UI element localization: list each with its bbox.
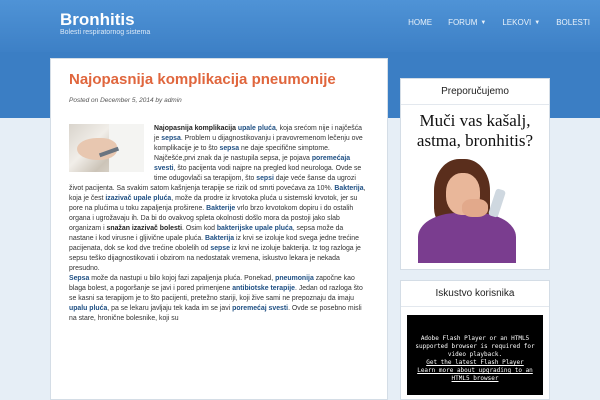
keyword-link[interactable]: snažan izazivač bolesti bbox=[106, 225, 182, 232]
site-title[interactable]: Bronhitis bbox=[60, 10, 135, 29]
nav-item-lekovi[interactable] bbox=[502, 18, 540, 27]
nav-label: HOME bbox=[408, 18, 433, 27]
post-article bbox=[50, 58, 388, 400]
nav-label: LEKOVI bbox=[502, 18, 532, 27]
paragraph-text: , koja je čest bbox=[69, 185, 366, 202]
paragraph-text: , pa se lekaru javljaju tek kada im se javi bbox=[107, 305, 233, 312]
nav-item-bolesti[interactable] bbox=[556, 18, 590, 27]
video-player[interactable] bbox=[407, 315, 543, 395]
keyword-link[interactable]: bakterijske upale pluća bbox=[216, 225, 293, 232]
ad-image-woman-coughing[interactable] bbox=[410, 155, 540, 263]
sidebar-widget-recommend bbox=[400, 78, 550, 270]
flash-line: supported browser is required for bbox=[415, 343, 535, 350]
keyword-link[interactable]: sepsa bbox=[219, 145, 240, 152]
keyword-link[interactable]: izazivač upale pluća bbox=[105, 195, 172, 202]
meta-by: by bbox=[155, 97, 163, 104]
keyword-link[interactable]: Sepsa bbox=[69, 275, 90, 282]
main-nav bbox=[392, 18, 590, 27]
ad-line: Muči vas kašalj, bbox=[419, 111, 531, 130]
widget-title: Iskustvo korisnika bbox=[401, 281, 549, 307]
paragraph-text: iz krvi se izoluje kod svega jedne trećine pacijenata, dok se kod dve trećine obolelih od bbox=[69, 235, 359, 252]
post-thumbnail-image bbox=[69, 124, 144, 172]
paragraph-text: , sepsa može da nastane i kod virusne i gljivične upale pluća. bbox=[69, 225, 344, 242]
site-tagline: Bolesti respiratornog sistema bbox=[60, 29, 151, 36]
paragraph-text: , može da prodre iz krvotoka pluća u sistemski krvotok, jer su pore na plućima u toku zapaljenja proširene. bbox=[69, 195, 358, 212]
flash-download-link[interactable]: Get the latest Flash Player bbox=[426, 359, 524, 366]
paragraph-text: ne daje specifične simptome. Najčešće,prvi znak da je nastupila sepsa, je pojava bbox=[154, 145, 330, 162]
post-date[interactable]: December 5, 2014 bbox=[100, 97, 154, 104]
ad-headline[interactable] bbox=[401, 111, 549, 151]
paragraph-text: započne kao blaga bolest, a pogoršanje se javi i pored primenjene bbox=[69, 275, 355, 292]
flash-line: video playback. bbox=[447, 351, 503, 358]
site-header bbox=[0, 0, 600, 52]
paragraph-text: . Osim kod bbox=[182, 225, 217, 232]
keyword-link[interactable]: poremećaj svesti bbox=[232, 305, 289, 312]
nav-item-home[interactable] bbox=[408, 18, 432, 27]
keyword-link[interactable]: sepsi bbox=[256, 175, 274, 182]
paragraph-text: . Ovde se posebno misli na stare, hronične bolesnike, koji su bbox=[69, 305, 362, 322]
nav-label: BOLESTI bbox=[556, 18, 590, 27]
keyword-link[interactable]: Najopasnija komplikacija bbox=[154, 125, 238, 132]
keyword-link[interactable]: antibiotske terapije bbox=[232, 285, 295, 292]
paragraph-text: daje veće šanse da ugrozi život pacijenta. Sa svakim satom kašnjenja terapije se rizik od smrti povećava za 10%. bbox=[69, 175, 356, 192]
paragraph-text: , koja srećom nije i najčešća je bbox=[154, 125, 362, 142]
paragraph-text: . Jedan od razloga što se kasni sa terapijom je to što pacijenti, pretežno stariji, koji žive sami ne prepoznaju da imaju bbox=[69, 285, 363, 302]
keyword-link[interactable]: upalu pluća bbox=[69, 305, 108, 312]
keyword-link[interactable]: poremećaja svesti bbox=[154, 155, 351, 172]
keyword-link[interactable]: pneumonija bbox=[275, 275, 314, 282]
ad-line: astma, bronhitis? bbox=[416, 131, 534, 150]
caret-down-icon: ▼ bbox=[480, 19, 487, 26]
caret-down-icon: ▼ bbox=[534, 19, 541, 26]
widget-title: Preporučujemo bbox=[401, 79, 549, 105]
keyword-link[interactable]: Bakterija bbox=[204, 235, 235, 242]
paragraph-text: vrlo brzo krvotokom dopiru i do ostalih organa i ugrožavaju ih. Da bi do ovakvog spleta okolnosti došlo mora da postoji jako slab organizam i bbox=[69, 205, 354, 232]
paragraph-text: može da nastupi u bilo kojoj fazi zapaljenja pluća. Ponekad, bbox=[89, 275, 276, 282]
nav-label: FORUM bbox=[448, 18, 478, 27]
post-meta bbox=[69, 97, 369, 104]
sidebar-widget-experience bbox=[400, 280, 550, 400]
keyword-link[interactable]: upale pluća bbox=[237, 125, 276, 132]
post-author[interactable]: admin bbox=[164, 97, 182, 104]
nav-item-forum[interactable] bbox=[448, 18, 486, 27]
paragraph-text: iz krvi ne izoluje bakterija. Iz tog razloga je sepsu teško dijagnostikovati i obzirom na nedostatak vremena, iskustvo lekara je nekada presudno. bbox=[69, 245, 361, 272]
html5-upgrade-link[interactable]: Learn more about upgrading to an bbox=[417, 367, 533, 374]
keyword-link[interactable]: Bakterija bbox=[334, 185, 364, 192]
html5-upgrade-link-2[interactable]: HTML5 browser bbox=[451, 375, 499, 382]
keyword-link[interactable]: sepse bbox=[210, 245, 230, 252]
post-paragraph bbox=[69, 274, 369, 324]
meta-prefix: Posted on bbox=[69, 97, 99, 104]
paragraph-text: , što pacijenta vodi najpre na pregled kod neurologa. Ovde se time odugovlači sa terapijom, što bbox=[154, 165, 362, 182]
flash-line: Adobe Flash Player or an HTML5 bbox=[420, 335, 530, 342]
post-title[interactable]: Najopasnija komplikacija pneumonije bbox=[69, 71, 336, 88]
paragraph-text: . Problem u dijagnostikovanju i pravovremenom lečenju ove komplikacije je to što bbox=[154, 135, 363, 152]
keyword-link[interactable]: sepsa bbox=[161, 135, 181, 142]
keyword-link[interactable]: Bakterije bbox=[206, 205, 236, 212]
